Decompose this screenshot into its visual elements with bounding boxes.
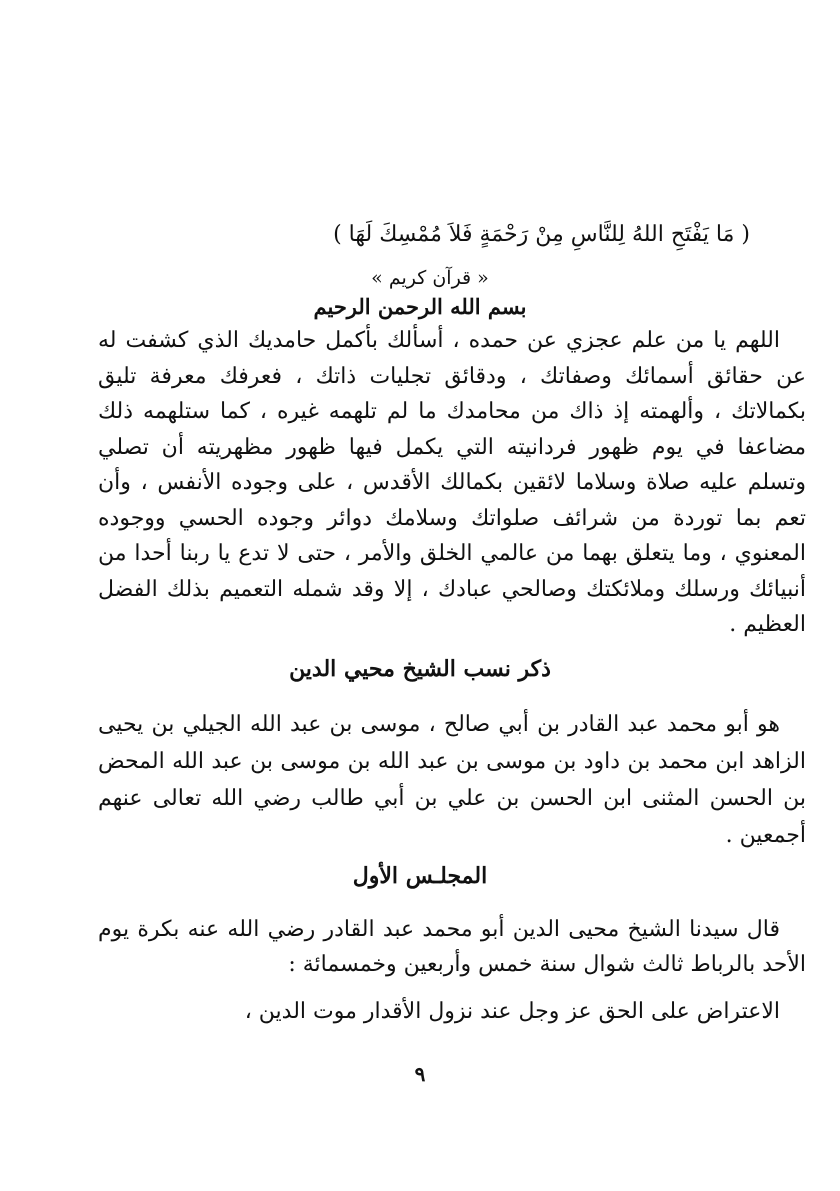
verse-source: « قرآن كريم »	[371, 267, 489, 289]
lineage-paragraph: هو أبو محمد عبد القادر بن أبي صالح ، موسى بن عبد الله الجيلي بن يحيى الزاهد ابن محمد بن داود بن موسى بن عبد الله بن موسى بن عبد الله المحض بن الحسن المثنى ابن الحسن بن علي بن أبي طالب رضي الله تعالى عنهم أجمعين .	[98, 712, 806, 848]
basmala-heading: بسم الله الرحمن الرحيم	[313, 294, 527, 319]
majlis-intro-paragraph: قال سيدنا الشيخ محيى الدين أبو محمد عبد القادر رضي الله عنه بكرة يوم الأحد بالرباط ثالث شوال سنة خمس وأربعين وخمسمائة :	[98, 917, 806, 977]
page-number: ٩	[414, 1062, 426, 1086]
majlis-opening-line: الاعتراض على الحق عز وجل عند نزول الأقدار موت الدين ،	[244, 999, 780, 1024]
quran-verse: ( مَا يَفْتَحِ اللهُ لِلنَّاسِ مِنْ رَحْمَةٍ فَلاَ مُمْسِكَ لَهَا )	[333, 222, 750, 247]
lineage-heading: ذكر نسب الشيخ محيي الدين	[289, 656, 551, 682]
first-majlis-heading: المجلـس الأول	[352, 863, 488, 889]
opening-prayer-paragraph: اللهم يا من علم عجزي عن حمده ، أسألك بأكمل حامديك الذي كشفت له عن حقائق أسمائك وصفاتك ، ودقائق تجليات ذاتك ، فعرفك معرفة تليق بكمالاتك ، وألهمته إذ ذاك من محامدك ما لم تلهمه غيره ، كما ستلهمه ذلك مضاعفا في يوم ظهور فردانيته التي يكمل فيها ظهور مظهريته أن تصلي وتسلم عليه صلاة وسلاما لائقين بكمالك الأقدس ، على وجوده الأنفس ، وأن تعم بما توردة من شرائف صلواتك وسلامك دوائر وجوده الحسي ووجوده المعنوي ، وما يتعلق بهما من عالمي الخلق والأمر ، حتى لا تدع يا ربنا أحدا من أنبيائك ورسلك وملائكتك وصالحي عبادك ، إلا وقد شمله التعميم بذلك الفضل العظيم .	[98, 328, 806, 637]
